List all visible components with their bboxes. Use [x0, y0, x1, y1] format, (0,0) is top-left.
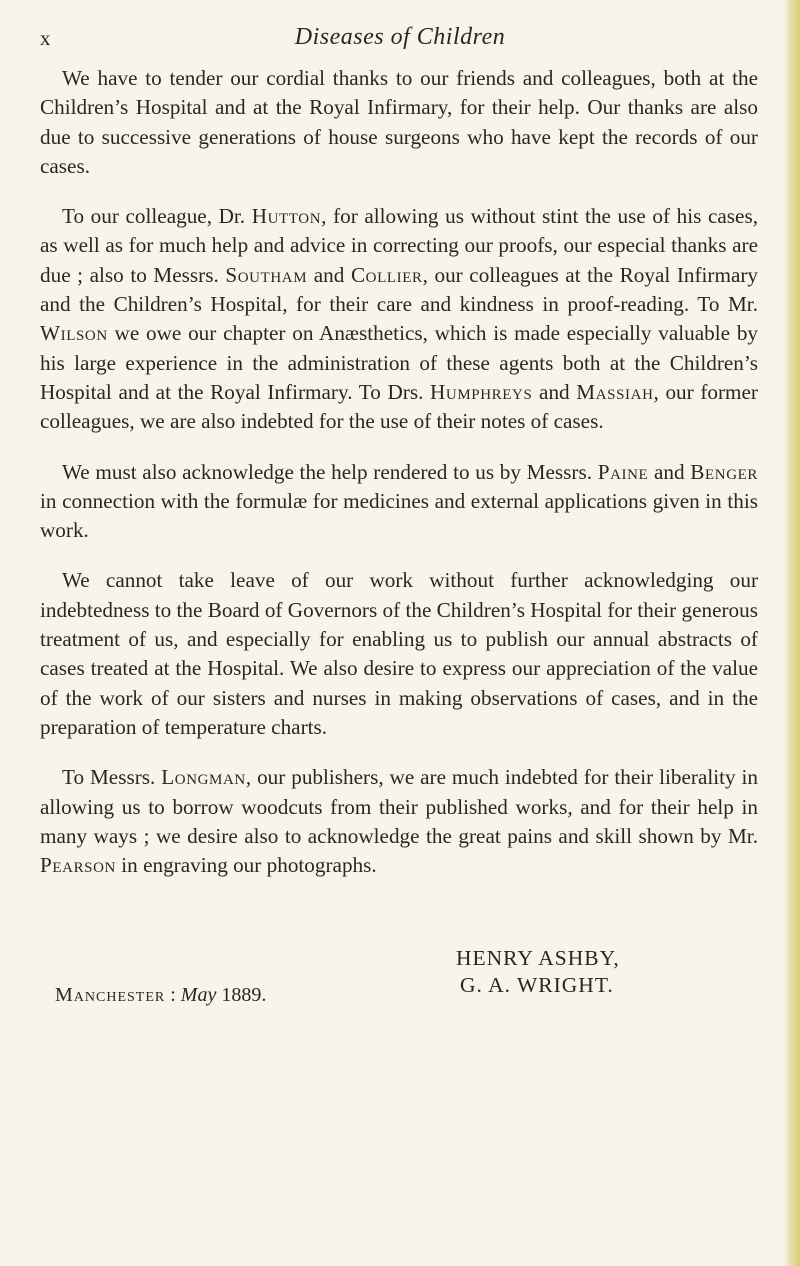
dateline: Manchester : May 1889. [55, 984, 267, 1006]
running-header [40, 22, 760, 58]
dateline-year: 1889. [216, 984, 267, 1006]
page-number: x [40, 26, 51, 50]
paragraph-thanks-hutton: To our colleague, Dr. Hutton, for allowing us without stint the use of his cases, as well as for much help and advice in correcting our proofs, our especial thanks are due ; also to Messrs. Southam and Collier, our colleagues at the Royal Infirmary and the Children’s Hospital, for their care and kindness in proof-reading. To Mr. Wilson we owe our chapter on Anæsthetics, which is made especially valuable by his large experience in the administration of these agents both at the Children’s Hospital and at the Royal Infirmary. To Drs. Humphreys and Massiah, our former colleagues, we are also indebted for the use of their notes of cases. [40, 204, 759, 434]
preface-body [40, 64, 758, 901]
paragraph-thanks-longman: To Messrs. Longman, our publishers, we are much indebted for their liberality in allowing us to borrow woodcuts from their published works, and for their help in many ways ; we desire also to acknowledge the great pains and skill shown by Mr. Pearson in engraving our photographs. [40, 765, 759, 878]
signature-ashby: HENRY ASHBY, [456, 946, 620, 970]
dateline-month: May [180, 984, 217, 1006]
name-massiah: Massiah [576, 379, 654, 404]
name-humphreys: Humphreys [430, 379, 533, 404]
name-collier: Collier [350, 262, 423, 287]
running-title: Diseases of Children [294, 24, 506, 50]
paragraph-thanks-governors: We cannot take leave of our work without further acknowledging our indebtedness to the Board of Governors of the Children’s Hospital for their generous treatment of us, and especially for enabling us to publish our annual abstracts of cases treated at the Hospital. We also desire to express our appreciation of the value of the work of our sisters and nurses in making observations of cases, and in the preparation of temperature charts. [40, 568, 758, 739]
name-paine: Paine [597, 459, 649, 484]
name-benger: Benger [690, 459, 758, 484]
dateline-place: Manchester [55, 984, 166, 1006]
signature-block [456, 945, 756, 999]
name-wilson: Wilson [40, 321, 108, 346]
name-hutton: Hutton [251, 204, 322, 229]
paragraph-thanks-colleagues: We have to tender our cordial thanks to our friends and colleagues, both at the Children’s Hospital and at the Royal Infirmary, for their help. Our thanks are also due to successive generations of house surgeons who have kept the records of our cases. [40, 66, 758, 178]
paragraph-thanks-paine-benger: We must also acknowledge the help rendered to us by Messrs. Paine and Benger in connection with the formulæ for medicines and external applications given in this work. [40, 459, 758, 543]
name-pearson: Pearson [40, 853, 116, 878]
signature-wright: G. A. WRIGHT. [460, 973, 614, 997]
page-edge-shadow [784, 0, 800, 1266]
name-longman: Longman [161, 765, 246, 790]
name-southam: Southam [225, 262, 308, 287]
